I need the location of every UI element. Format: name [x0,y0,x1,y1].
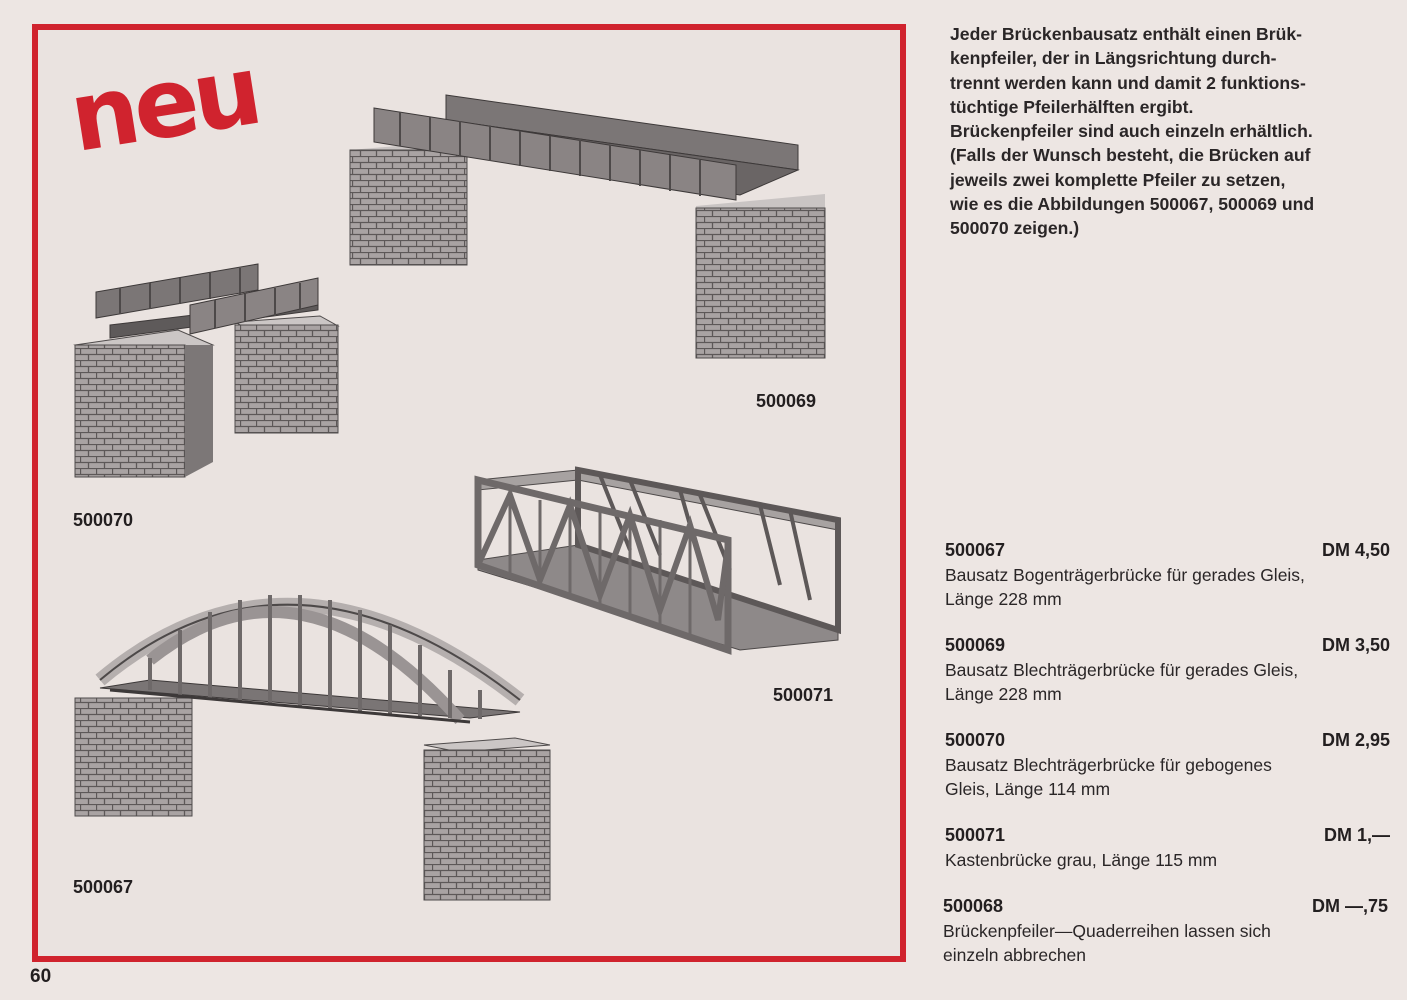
pier-left-icon [75,698,192,816]
product-code: 500069 [945,635,1006,655]
intro-line: tüchtige Pfeilerhälften ergibt. [950,96,1194,117]
figure-code-500070: 500070 [73,510,134,530]
intro-line: Jeder Brückenbausatz enthält einen Brük- [950,24,1302,44]
intro-line: (Falls der Wunsch besteht, die Brücken auf [950,145,1311,166]
product-entry-500071 [945,823,1390,872]
product-code: 500068 [943,896,1004,916]
product-description: Bausatz Blechträgerbrücke für gerades Gleis, [945,659,1299,680]
product-description: Länge 228 mm [945,684,1062,704]
intro-line: trennt werden kann und damit 2 funktions- [950,72,1306,93]
product-description: einzeln abbrechen [943,945,1087,965]
intro-line: wie es die Abbildungen 500067, 500069 und [950,194,1315,215]
product-price: DM 1,— [1323,825,1390,845]
intro-line: 500070 zeigen.) [950,218,1080,239]
product-code: 500067 [945,540,1006,560]
intro-line: kenpfeiler, der in Längsrichtung durch- [950,48,1277,69]
intro-text [950,22,1392,241]
product-entry-500069 [945,633,1390,707]
product-price: DM —,75 [1311,896,1388,916]
figure-code-500071: 500071 [773,685,834,705]
product-price: DM 4,50 [1321,540,1390,560]
intro-line: Brückenpfeiler sind auch einzeln erhältlich. [950,121,1313,142]
page-number: 60 [30,966,52,987]
figure-code-500067: 500067 [73,877,134,897]
pier-right-icon [696,194,825,358]
product-entry-500068 [943,894,1388,968]
product-entry-500070 [945,728,1390,802]
product-price: DM 3,50 [1321,635,1390,655]
product-description: Länge 228 mm [945,589,1062,609]
product-code: 500070 [945,730,1006,750]
neu-badge: neu [62,34,265,174]
bridge-500071-figure [478,470,838,650]
product-description: Brückenpfeiler—Quaderreihen lassen sich [943,920,1271,941]
bridge-500070-figure [75,264,338,477]
pier-right-icon [424,738,550,900]
bridge-500067-figure [75,595,550,900]
bridge-500069-figure [350,95,825,358]
pier-left-icon [75,330,213,477]
intro-line: jeweils zwei komplette Pfeiler zu setzen, [950,169,1286,190]
pier-left-icon [350,140,467,265]
product-code: 500071 [945,825,1006,845]
product-description: Bausatz Bogenträgerbrücke für gerades Gleis, [945,564,1305,585]
product-description: Gleis, Länge 114 mm [945,779,1111,799]
product-entry-500067 [945,538,1390,612]
figure-code-500069: 500069 [756,391,817,411]
product-price: DM 2,95 [1321,730,1390,750]
product-description: Bausatz Blechträgerbrücke für gebogenes [945,754,1272,775]
product-description: Kastenbrücke grau, Länge 115 mm [945,849,1218,870]
pier-right-icon [235,316,338,433]
